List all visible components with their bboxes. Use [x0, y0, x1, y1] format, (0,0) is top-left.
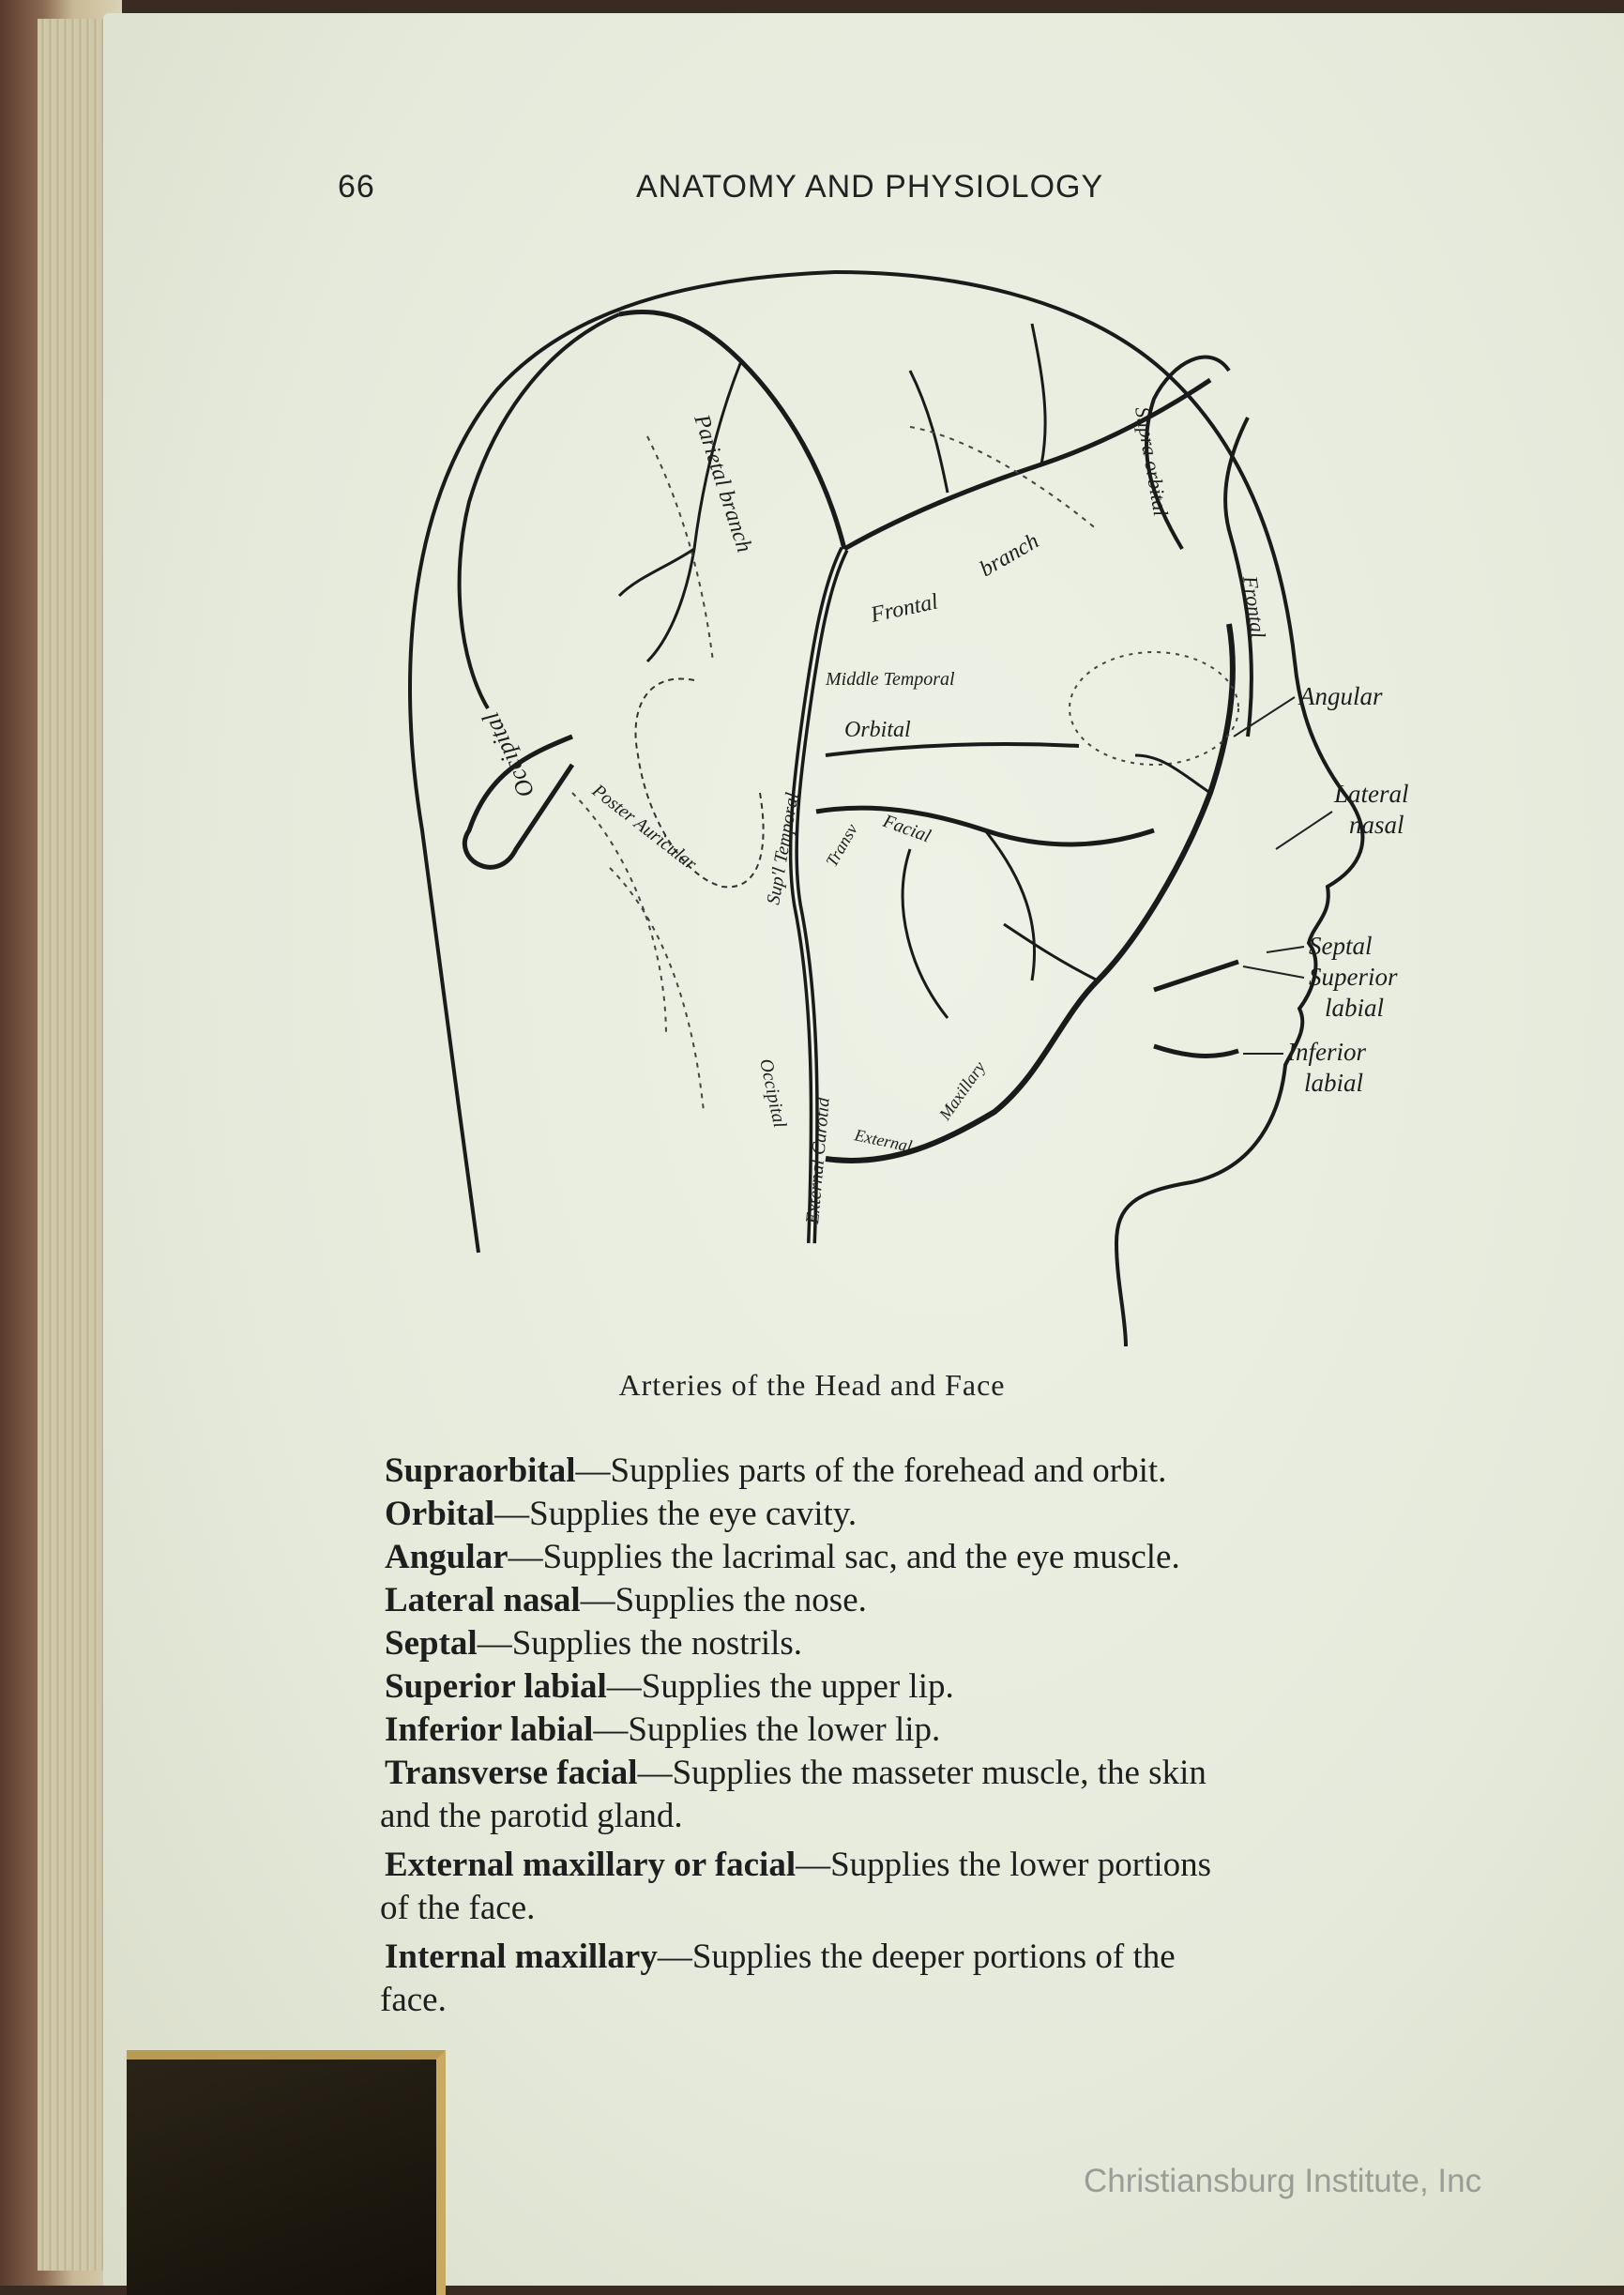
definition-transverse-facial: Transverse facial—Supplies the masseter muscle, the skin: [385, 1754, 1207, 1792]
label-external-carotid: External Carotid: [802, 1096, 834, 1225]
definition-external-maxillary: External maxillary or facial—Supplies the lower portions: [385, 1846, 1212, 1884]
definition-internal-maxillary: Internal maxillary—Supplies the deeper portions of the: [385, 1938, 1176, 1976]
facial-artery: [826, 624, 1233, 1161]
definition-angular: Angular—Supplies the lacrimal sac, and the eye muscle.: [385, 1538, 1180, 1576]
definition-superior-labial: Superior labial—Supplies the upper lip.: [385, 1667, 954, 1706]
ear: [636, 678, 764, 887]
label-facial: Facial: [880, 811, 933, 847]
definition-supraorbital: Supraorbital—Supplies parts of the forehead and orbit.: [385, 1451, 1167, 1490]
label-superficial-temporal: Sup'l Temporal: [763, 791, 803, 906]
figure-caption: Arteries of the Head and Face: [618, 1368, 1006, 1402]
leader-lateral-nasal: [1276, 812, 1332, 849]
label-supra-orbital: Supra orbital: [1131, 404, 1174, 519]
definition-orbital: Orbital—Supplies the eye cavity.: [385, 1495, 858, 1533]
superior-labial-artery: [1154, 962, 1238, 990]
orbital-artery: [826, 744, 1079, 755]
definitions-list: [380, 1450, 1492, 2022]
label-lateral-nasal-a: Lateral: [1334, 780, 1409, 808]
label-poster-auricular: Poster Auricular: [587, 780, 701, 874]
definition-septal: Septal—Supplies the nostrils.: [385, 1624, 803, 1663]
label-external: External: [853, 1125, 914, 1156]
label-septal: Septal: [1309, 932, 1373, 960]
label-lateral-nasal-b: nasal: [1349, 811, 1404, 839]
eye-outline: [1070, 652, 1238, 765]
label-orbital: Orbital: [844, 718, 911, 742]
page-tab-clip: [127, 2050, 446, 2295]
watermark: Christiansburg Institute, Inc: [1084, 2163, 1482, 2199]
definition-inferior-labial: Inferior labial—Supplies the lower lip.: [385, 1710, 941, 1749]
label-transverse: Transv: [822, 820, 861, 870]
leader-superior-labial: [1243, 966, 1304, 978]
leader-angular: [1234, 697, 1295, 737]
definition-lateral-nasal: Lateral nasal—Supplies the nose.: [385, 1581, 867, 1619]
definition-internal-maxillary-cont: face.: [380, 1981, 447, 2019]
definition-external-maxillary-cont: of the face.: [380, 1889, 536, 1927]
label-inferior-labial-a: Inferior: [1287, 1038, 1366, 1066]
label-occipital-lower: Occipital: [755, 1056, 791, 1130]
label-superior-labial-b: labial: [1325, 994, 1385, 1022]
label-frontal: Frontal: [1238, 574, 1271, 640]
transverse-facial-artery: [816, 808, 1154, 844]
label-inferior-labial-b: labial: [1304, 1069, 1364, 1097]
label-occipital-upper: Occipital: [477, 707, 540, 802]
leader-septal: [1267, 947, 1304, 952]
label-frontal-branch-b: branch: [976, 528, 1043, 583]
running-title: ANATOMY AND PHYSIOLOGY: [636, 169, 1104, 205]
page-number: 66: [338, 169, 375, 205]
label-angular: Angular: [1299, 682, 1383, 710]
label-superior-labial-a: Superior: [1309, 963, 1398, 991]
head-arteries-illustration: [385, 267, 1435, 1356]
inferior-labial-artery: [1154, 1046, 1238, 1056]
definition-transverse-facial-cont: and the parotid gland.: [380, 1797, 683, 1835]
label-middle-temporal: Middle Temporal: [826, 669, 955, 690]
label-frontal-branch-a: Frontal: [868, 589, 941, 628]
label-parietal-branch: Parietal branch: [689, 411, 757, 556]
label-maxillary: Maxillary: [934, 1057, 989, 1124]
